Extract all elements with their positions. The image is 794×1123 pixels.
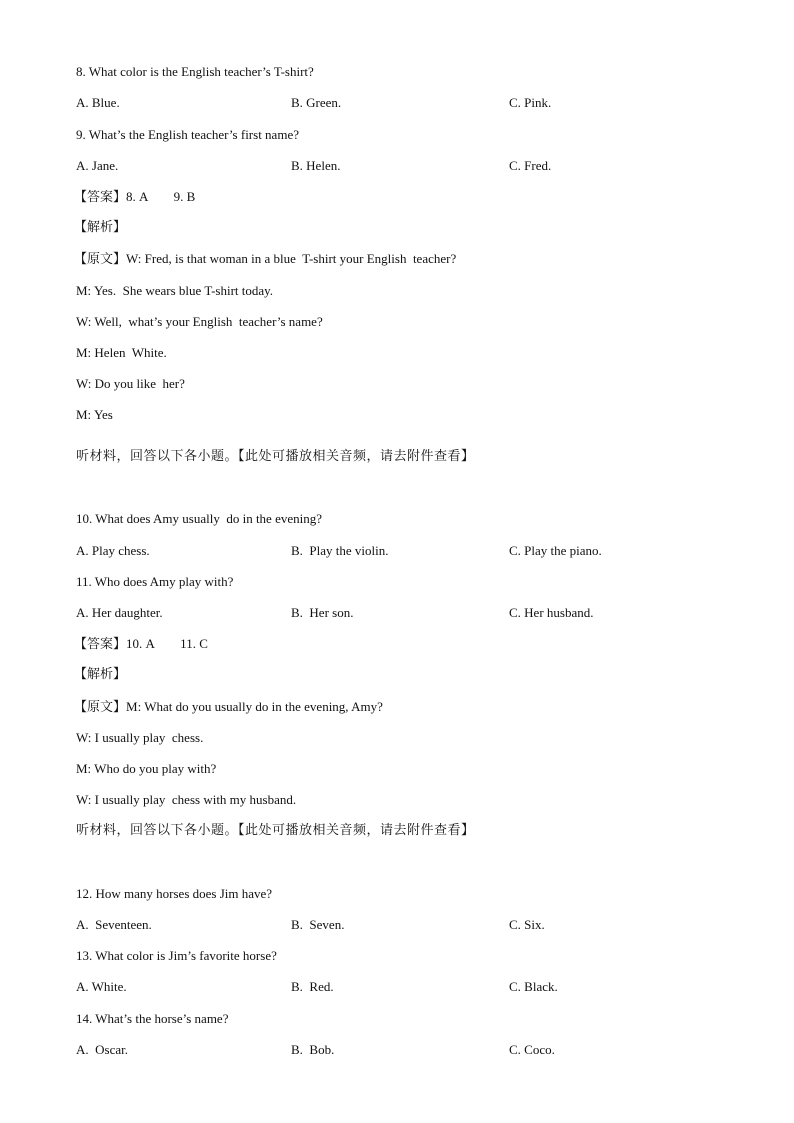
transcript-line: W: Do you like her? [76,376,185,391]
q8-option-c: C. Pink. [509,95,552,110]
question-14: 14. What’s the horse’s name? [76,1011,229,1026]
q8-option-b: B. Green. [291,95,342,110]
transcript-line: M: Yes. She wears blue T-shirt today. [76,283,274,298]
q9-option-b: B. Helen. [291,158,341,173]
listening-instruction-1: 听材料，回答以下各小题。【此处可播放相关音频，请去附件查看】 [76,449,475,464]
question-10: 10. What does Amy usually do in the evening? [76,511,322,526]
listening-instruction-2: 听材料，回答以下各小题。【此处可播放相关音频，请去附件查看】 [76,823,475,838]
q10-option-c: C. Play the piano. [509,543,602,558]
q11-option-c: C. Her husband. [509,605,594,620]
q14-option-a: A. Oscar. [76,1042,128,1057]
question-13: 13. What color is Jim’s favorite horse? [76,948,277,963]
transcript-tag: 【原文】 [74,700,127,715]
transcript-text: W: Fred, is that woman in a blue T-shirt your English teacher? [126,251,457,266]
question-11: 11. Who does Amy play with? [76,574,234,589]
answer-tag: 【答案】 [74,637,127,652]
transcript-line: M: Who do you play with? [76,761,217,776]
answer-text: 10. A 11. C [126,636,208,651]
answer-tag: 【答案】 [74,190,127,205]
question-8: 8. What color is the English teacher’s T-shirt? [76,64,314,79]
q14-option-c: C. Coco. [509,1042,555,1057]
q14-option-b: B. Bob. [291,1042,335,1057]
q10-option-a: A. Play chess. [76,543,150,558]
question-9: 9. What’s the English teacher’s first name? [76,127,299,142]
q12-option-b: B. Seven. [291,917,345,932]
q8-option-a: A. Blue. [76,95,120,110]
answer-line-1 [74,189,195,206]
transcript-tag: 【原文】 [74,252,127,267]
transcript-line: W: I usually play chess. [76,730,204,745]
transcript-line: M: Yes [76,407,113,422]
transcript-line: W: I usually play chess with my husband. [76,792,297,807]
answer-text: 8. A 9. B [126,189,196,204]
transcript-line: M: Helen White. [76,345,167,360]
q12-option-c: C. Six. [509,917,545,932]
q13-option-b: B. Red. [291,979,334,994]
answer-line-2 [74,636,208,653]
transcript-line-1 [74,251,456,268]
q11-option-a: A. Her daughter. [76,605,163,620]
transcript-line-2 [74,699,383,716]
q9-option-c: C. Fred. [509,158,552,173]
analysis-tag-2: 【解析】 [74,667,127,682]
question-12: 12. How many horses does Jim have? [76,886,273,901]
q11-option-b: B. Her son. [291,605,354,620]
transcript-text: M: What do you usually do in the evening, Amy? [126,699,383,714]
q12-option-a: A. Seventeen. [76,917,152,932]
q13-option-c: C. Black. [509,979,558,994]
q13-option-a: A. White. [76,979,127,994]
transcript-line: W: Well, what’s your English teacher’s name? [76,314,323,329]
analysis-tag-1: 【解析】 [74,220,127,235]
q9-option-a: A. Jane. [76,158,119,173]
q10-option-b: B. Play the violin. [291,543,389,558]
